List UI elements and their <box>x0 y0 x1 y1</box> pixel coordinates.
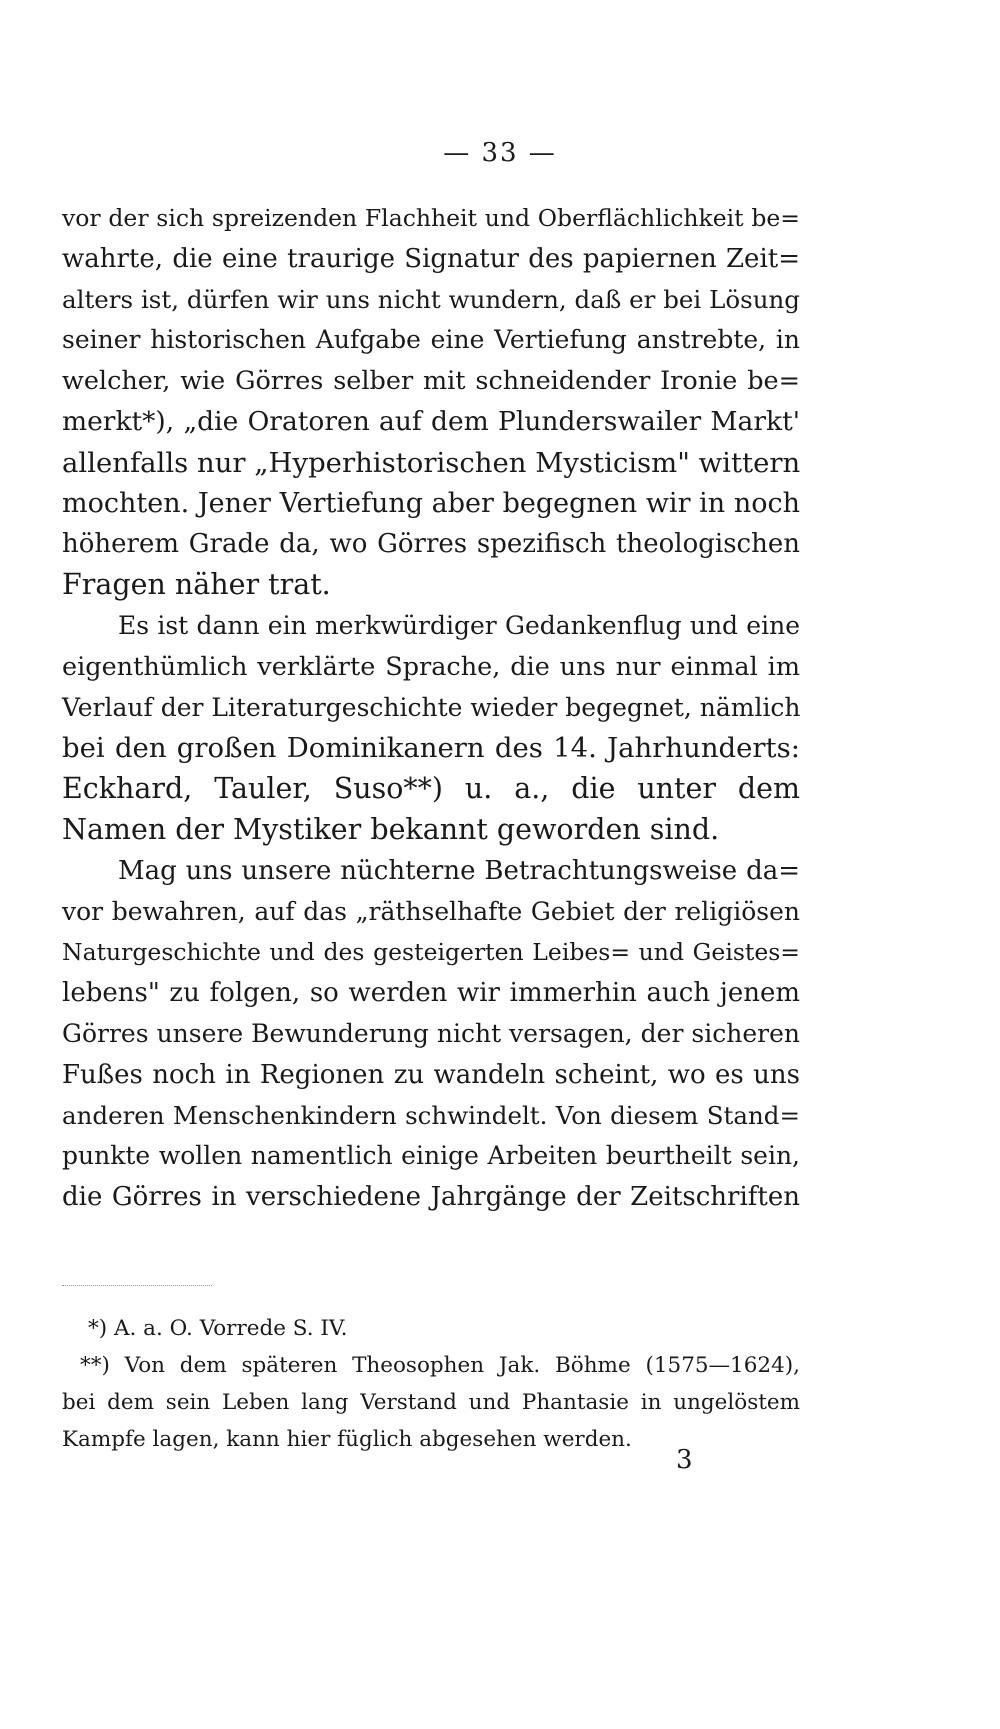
text-line: Fragen näher trat. <box>62 568 331 602</box>
text-line: Görres unsere Bewunderung nicht versagen, der sicheren <box>62 1018 800 1048</box>
text-line: Namen der Mystiker bekannt geworden sind. <box>62 812 720 846</box>
text-line: seiner historischen Aufgabe eine Vertiefung anstrebte, in <box>62 325 800 355</box>
footnotes <box>62 1310 800 1458</box>
text-line: die Görres in verschiedene Jahrgänge der Zeitschriften <box>62 1182 800 1213</box>
text-line: allenfalls nur „Hyperhistorischen Mysticism" wittern <box>62 446 801 479</box>
text-line: mochten. Jener Vertiefung aber begegnen wir in noch <box>62 487 800 519</box>
signature-mark: 3 <box>676 1445 693 1475</box>
text-line: eigenthümlich verklärte Sprache, die uns nur einmal im <box>62 651 800 682</box>
body-text <box>62 198 800 1218</box>
text-line: Mag uns unsere nüchterne Betrachtungsweise da= <box>118 855 800 886</box>
footnote-line: bei dem sein Leben lang Verstand und Phantasie in ungelöstem <box>62 1390 800 1415</box>
text-line: welcher, wie Görres selber mit schneidender Ironie be= <box>62 366 800 397</box>
text-line: Naturgeschichte und des gesteigerten Leibes= und Geistes= <box>62 938 800 967</box>
page-number: — 33 — <box>443 138 557 168</box>
footnote-line: *) A. a. O. Vorrede S. IV. <box>88 1316 348 1341</box>
text-line: Verlauf der Literaturgeschichte wieder begegnet, nämlich <box>62 692 801 722</box>
text-line: alters ist, dürfen wir uns nicht wundern, daß er bei Lösung <box>62 284 800 314</box>
text-line: lebens" zu folgen, so werden wir immerhin auch jenem <box>62 978 800 1009</box>
text-line: bei den großen Dominikanern des 14. Jahrhunderts: <box>62 732 800 765</box>
footnote-line: **) Von dem späteren Theosophen Jak. Böhme (1575—1624), <box>80 1353 800 1378</box>
text-line: Eckhard, Tauler, Suso**) u. a., die unter dem <box>62 772 800 806</box>
text-line: wahrte, die eine traurige Signatur des papiernen Zeit= <box>62 243 800 274</box>
text-line: höherem Grade da, wo Görres spezifisch theologischen <box>62 529 800 560</box>
text-line: anderen Menschenkindern schwindelt. Von diesem Stand= <box>62 1100 800 1130</box>
text-line: punkte wollen namentlich einige Arbeiten beurtheilt sein, <box>62 1141 800 1171</box>
text-line: vor bewahren, auf das „räthselhafte Gebiet der religiösen <box>62 896 800 926</box>
footnote-separator <box>62 1285 212 1286</box>
text-line: vor der sich spreizenden Flachheit und Oberflächlichkeit be= <box>62 204 800 232</box>
text-line: merkt*), „die Oratoren auf dem Plunderswailer Markt' <box>62 405 800 437</box>
text-line: Fußes noch in Regionen zu wandeln scheint, wo es uns <box>62 1059 800 1090</box>
text-line: Es ist dann ein merkwürdiger Gedankenflug und eine <box>118 610 800 640</box>
footnote-line: Kampfe lagen, kann hier füglich abgesehen werden. <box>62 1427 632 1452</box>
